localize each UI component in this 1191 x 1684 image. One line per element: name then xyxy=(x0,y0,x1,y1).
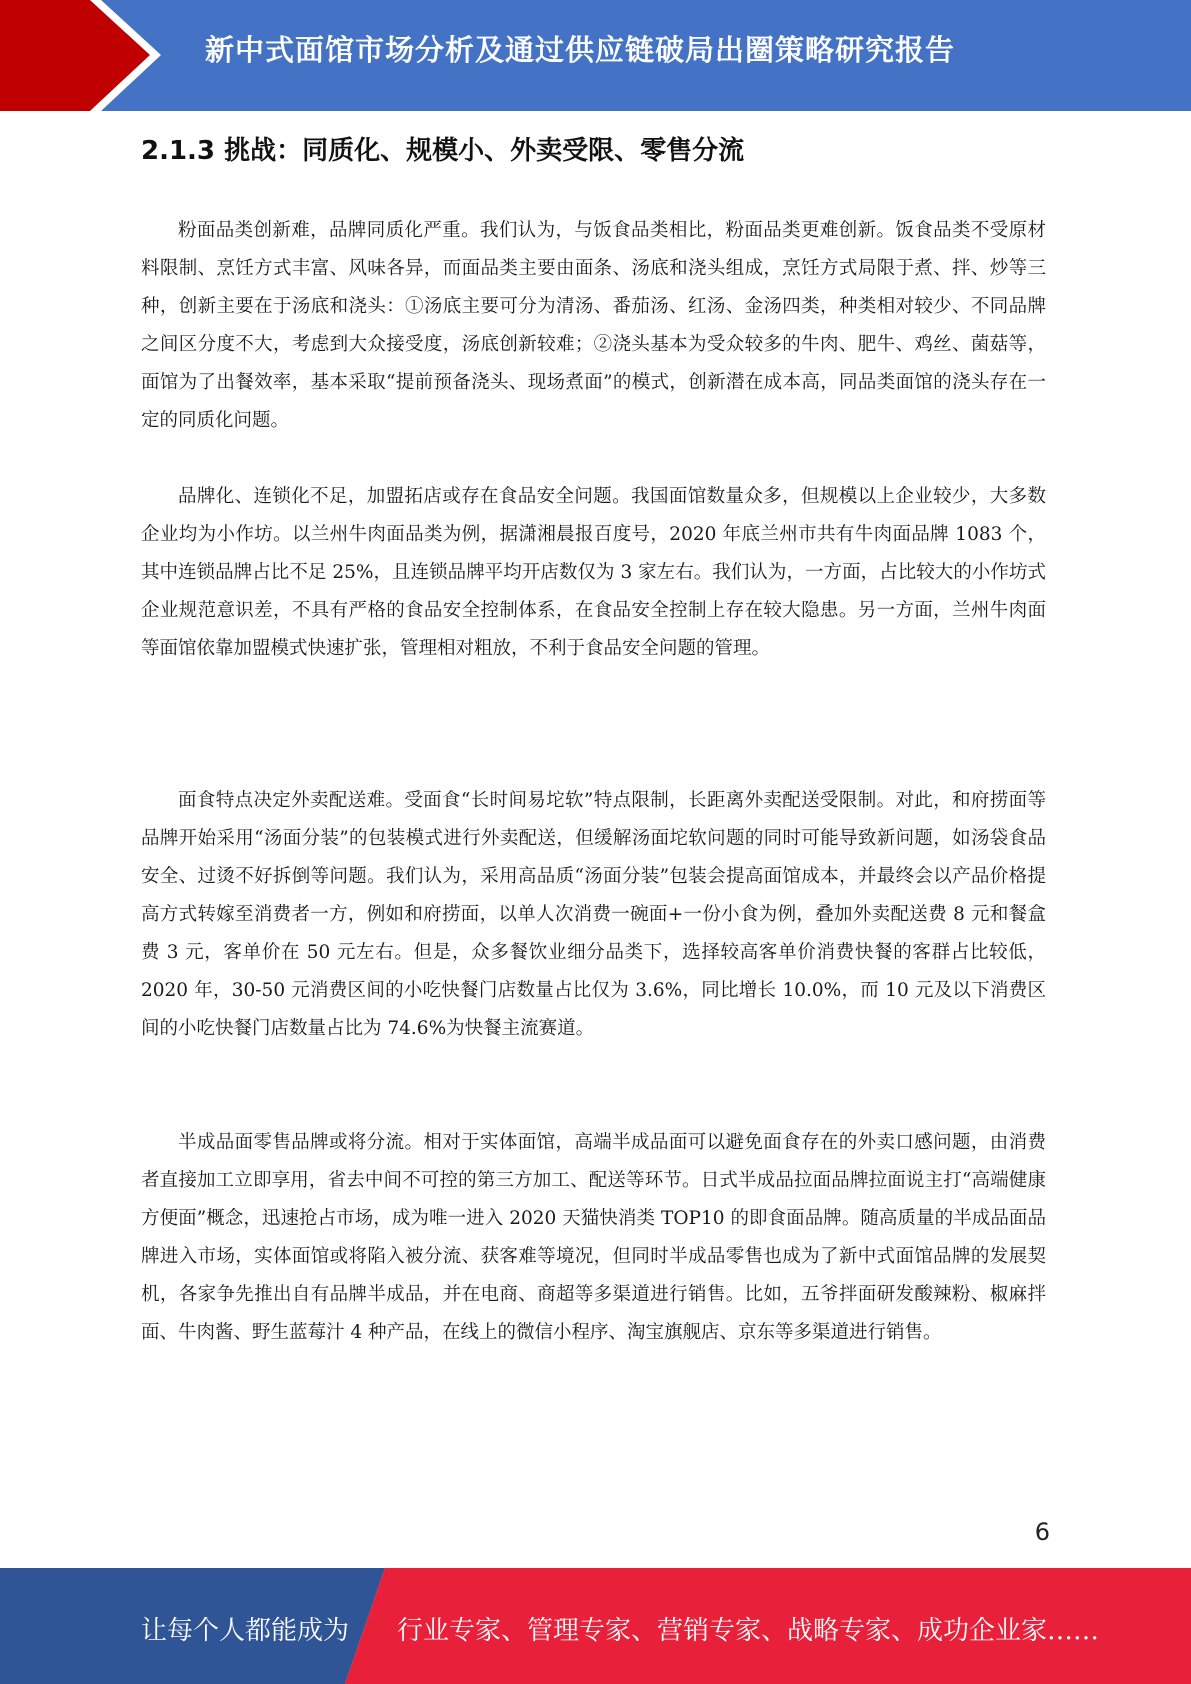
page-number: 6 xyxy=(1034,1518,1050,1546)
page-header xyxy=(0,0,1191,111)
paragraph-delivery: 面食特点决定外卖配送难。受面食“长时间易坨软”特点限制，长距离外卖配送受限制。对此，和府捞面等品牌开始采用“汤面分装”的包装模式进行外卖配送，但缓解汤面坨软问题的同时可能导致新问题，如汤袋食品安全、过烫不好拆倒等问题。我们认为，采用高品质“汤面分装”包装会提高面馆成本，并最终会以产品价格提高方式转嫁至消费者一方，例如和府捞面，以单人次消费一碗面+一份小食为例，叠加外卖配送费 8 元和餐盒费 3 元，客单价在 50 元左右。但是，众多餐饮业细分品类下，选择较高客单价消费快餐的客群占比较低，2020 年，30-50 元消费区间的小吃快餐门店数量占比仅为 3.6%，同比增长 10.0%，而 10 元及以下消费区间的小吃快餐门店数量占比为 74.6%为快餐主流赛道。 xyxy=(141,790,1046,1039)
paragraph-retail: 半成品面零售品牌或将分流。相对于实体面馆，高端半成品面可以避免面食存在的外卖口感问题，由消费者直接加工立即享用，省去中间不可控的第三方加工、配送等环节。日式半成品拉面品牌拉面说主打“高端健康方便面”概念，迅速抢占市场，成为唯一进入 2020 天猫快消类 TOP10 的即食面品牌。随高质量的半成品面品牌进入市场，实体面馆或将陷入被分流、获客难等境况，但同时半成品零售也成为了新中式面馆品牌的发展契机，各家争先推出自有品牌半成品，并在电商、商超等多渠道进行销售。比如，五爷拌面研发酸辣粉、椒麻拌面、牛肉酱、野生蓝莓汁 4 种产品，在线上的微信小程序、淘宝旗舰店、京东等多渠道进行销售。 xyxy=(141,1132,1046,1343)
report-title: 新中式面馆市场分析及通过供应链破局出圈策略研究报告 xyxy=(205,33,956,67)
section-heading: 2.1.3 挑战：同质化、规模小、外卖受限、零售分流 xyxy=(141,136,745,166)
footer-slogan-left: 让每个人都能成为 xyxy=(141,1616,350,1646)
page-footer xyxy=(0,1568,1191,1684)
paragraph-homogenization: 粉面品类创新难，品牌同质化严重。我们认为，与饭食品类相比，粉面品类更难创新。饭食品类不受原材料限制、烹饪方式丰富、风味各异，而面品类主要由面条、汤底和浇头组成，烹饪方式局限于煮、拌、炒等三种，创新主要在于汤底和浇头：①汤底主要可分为清汤、番茄汤、红汤、金汤四类，种类相对较少、不同品牌之间区分度不大，考虑到大众接受度，汤底创新较难；②浇头基本为受众较多的牛肉、肥牛、鸡丝、菌菇等，面馆为了出餐效率，基本采取“提前预备浇头、现场煮面”的模式，创新潜在成本高，同品类面馆的浇头存在一定的同质化问题。 xyxy=(141,220,1046,431)
footer-slogan-right: 行业专家、管理专家、营销专家、战略专家、成功企业家…… xyxy=(397,1616,1100,1646)
paragraph-chain-scale: 品牌化、连锁化不足，加盟拓店或存在食品安全问题。我国面馆数量众多，但规模以上企业较少，大多数企业均为小作坊。以兰州牛肉面品类为例，据潇湘晨报百度号，2020 年底兰州市共有牛肉面品牌 1083 个，其中连锁品牌占比不足 25%，且连锁品牌平均开店数仅为 3 家左右。我们认为，一方面，占比较大的小作坊式企业规范意识差，不具有严格的食品安全控制体系，在食品安全控制上存在较大隐患。另一方面，兰州牛肉面等面馆依靠加盟模式快速扩张，管理相对粗放，不利于食品安全问题的管理。 xyxy=(141,486,1046,659)
